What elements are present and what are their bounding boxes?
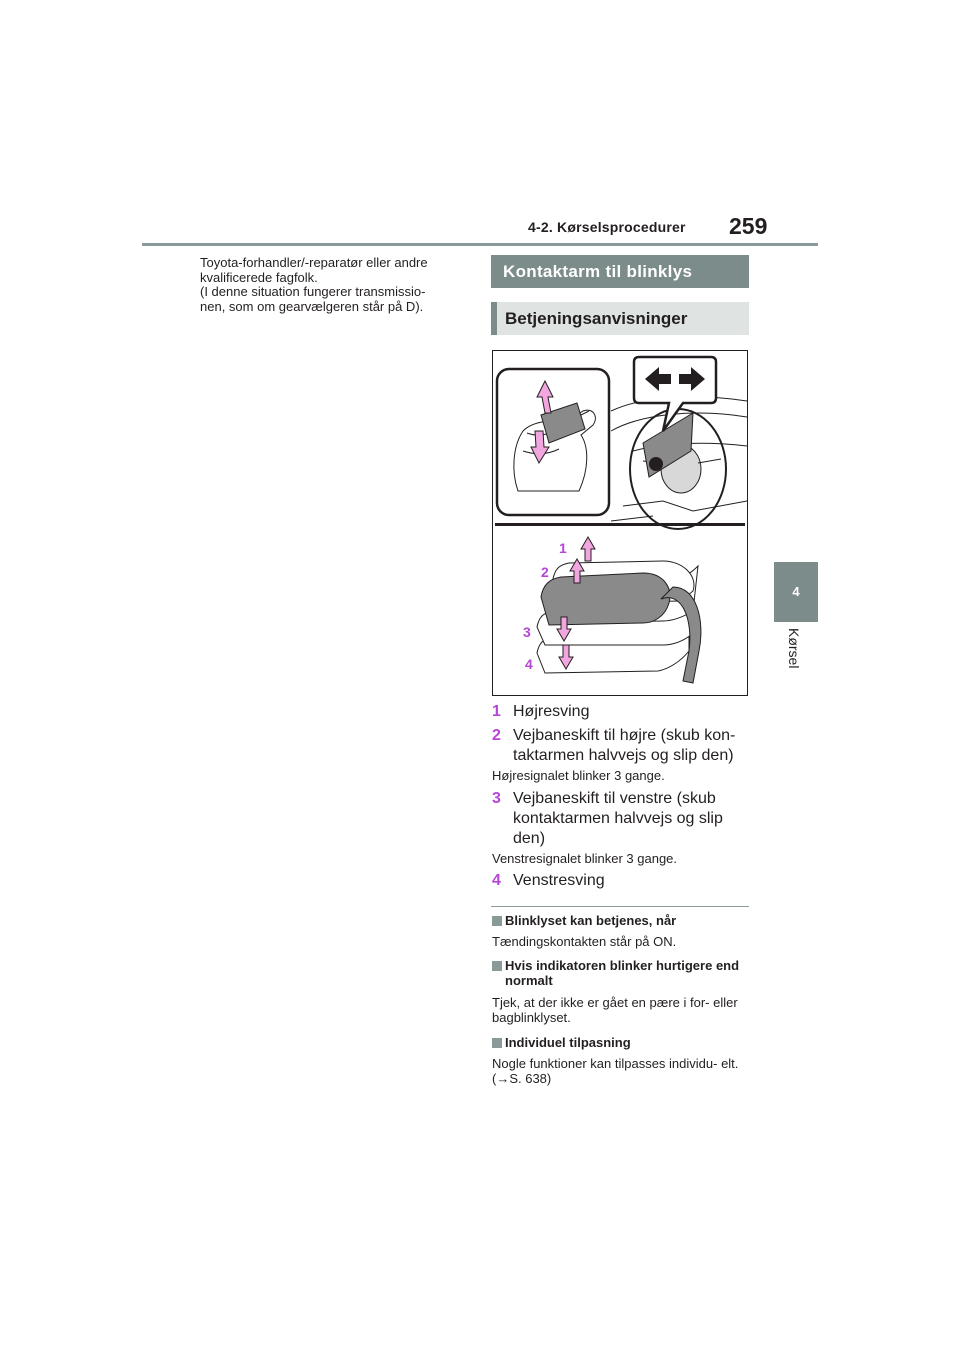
turn-signal-lever-figure (492, 350, 748, 696)
figure-illustration (493, 351, 747, 695)
text-line: Toyota-forhandler/-reparatør eller andre (200, 255, 428, 270)
info-body: Tændingskontakten står på ON. (492, 934, 677, 949)
info-heading (492, 1035, 750, 1050)
lever-knob (649, 457, 663, 471)
chapter-tab[interactable]: 4 (774, 562, 818, 622)
text-line: kvalificerede fagfolk. (200, 269, 318, 285)
info-body: Tjek, at der ikke er gået en pære i for- eller bagblinklyset. (492, 995, 738, 1025)
item-number: 3 (492, 790, 501, 807)
section-title: Kontaktarm til blinklys (491, 255, 749, 288)
info-heading-text: Hvis indikatoren blinker hurtigere end normalt (505, 958, 740, 988)
item-number: 4 (492, 872, 501, 889)
info-heading-text: Individuel tilpasning (505, 1035, 631, 1050)
header-rule (142, 243, 818, 246)
figure-label-3: 3 (523, 624, 531, 640)
item-text: Venstresving (513, 872, 605, 889)
info-body: Nogle funktioner kan tilpasses individu- elt. (→S. 638) (492, 1056, 739, 1086)
section-header: 4-2. Kørselsprocedurer (528, 219, 686, 235)
info-heading (492, 913, 750, 928)
list-item (492, 726, 752, 766)
item-note: Venstresignalet blinker 3 gange. (492, 851, 678, 866)
text-line: (I denne situation fungerer transmissio- (200, 284, 426, 299)
item-text: Vejbaneskift til højre (skub kon-taktarmen halvvejs og slip den) (513, 727, 736, 764)
square-bullet-icon (492, 1038, 502, 1048)
figure-divider (495, 523, 745, 526)
chapter-label: Kørsel (786, 628, 802, 669)
arrow-1-icon (581, 537, 595, 561)
figure-label-4: 4 (525, 656, 533, 672)
indicator-callout (634, 357, 716, 431)
list-item (492, 871, 752, 891)
item-text: Vejbaneskift til venstre (skub kontaktarmen halvvejs og slip den) (513, 790, 723, 847)
left-column-text (200, 256, 470, 314)
info-heading-text: Blinklyset kan betjenes, når (505, 913, 677, 928)
square-bullet-icon (492, 961, 502, 971)
item-number: 1 (492, 703, 501, 720)
info-heading (492, 958, 750, 988)
item-number: 2 (492, 727, 501, 744)
item-text: Højresving (513, 703, 590, 720)
lever-body (541, 573, 670, 625)
dashboard-illustration (611, 397, 747, 529)
list-item (492, 702, 752, 722)
page-number: 259 (729, 213, 768, 239)
info-divider (491, 906, 749, 907)
figure-label-2: 2 (541, 564, 549, 580)
figure-label-1: 1 (559, 540, 567, 556)
subsection-title: Betjeningsanvisninger (491, 302, 749, 335)
square-bullet-icon (492, 916, 502, 926)
item-note: Højresignalet blinker 3 gange. (492, 768, 665, 783)
text-line: nen, som om gearvælgeren står på D). (200, 298, 424, 314)
list-item (492, 789, 752, 849)
